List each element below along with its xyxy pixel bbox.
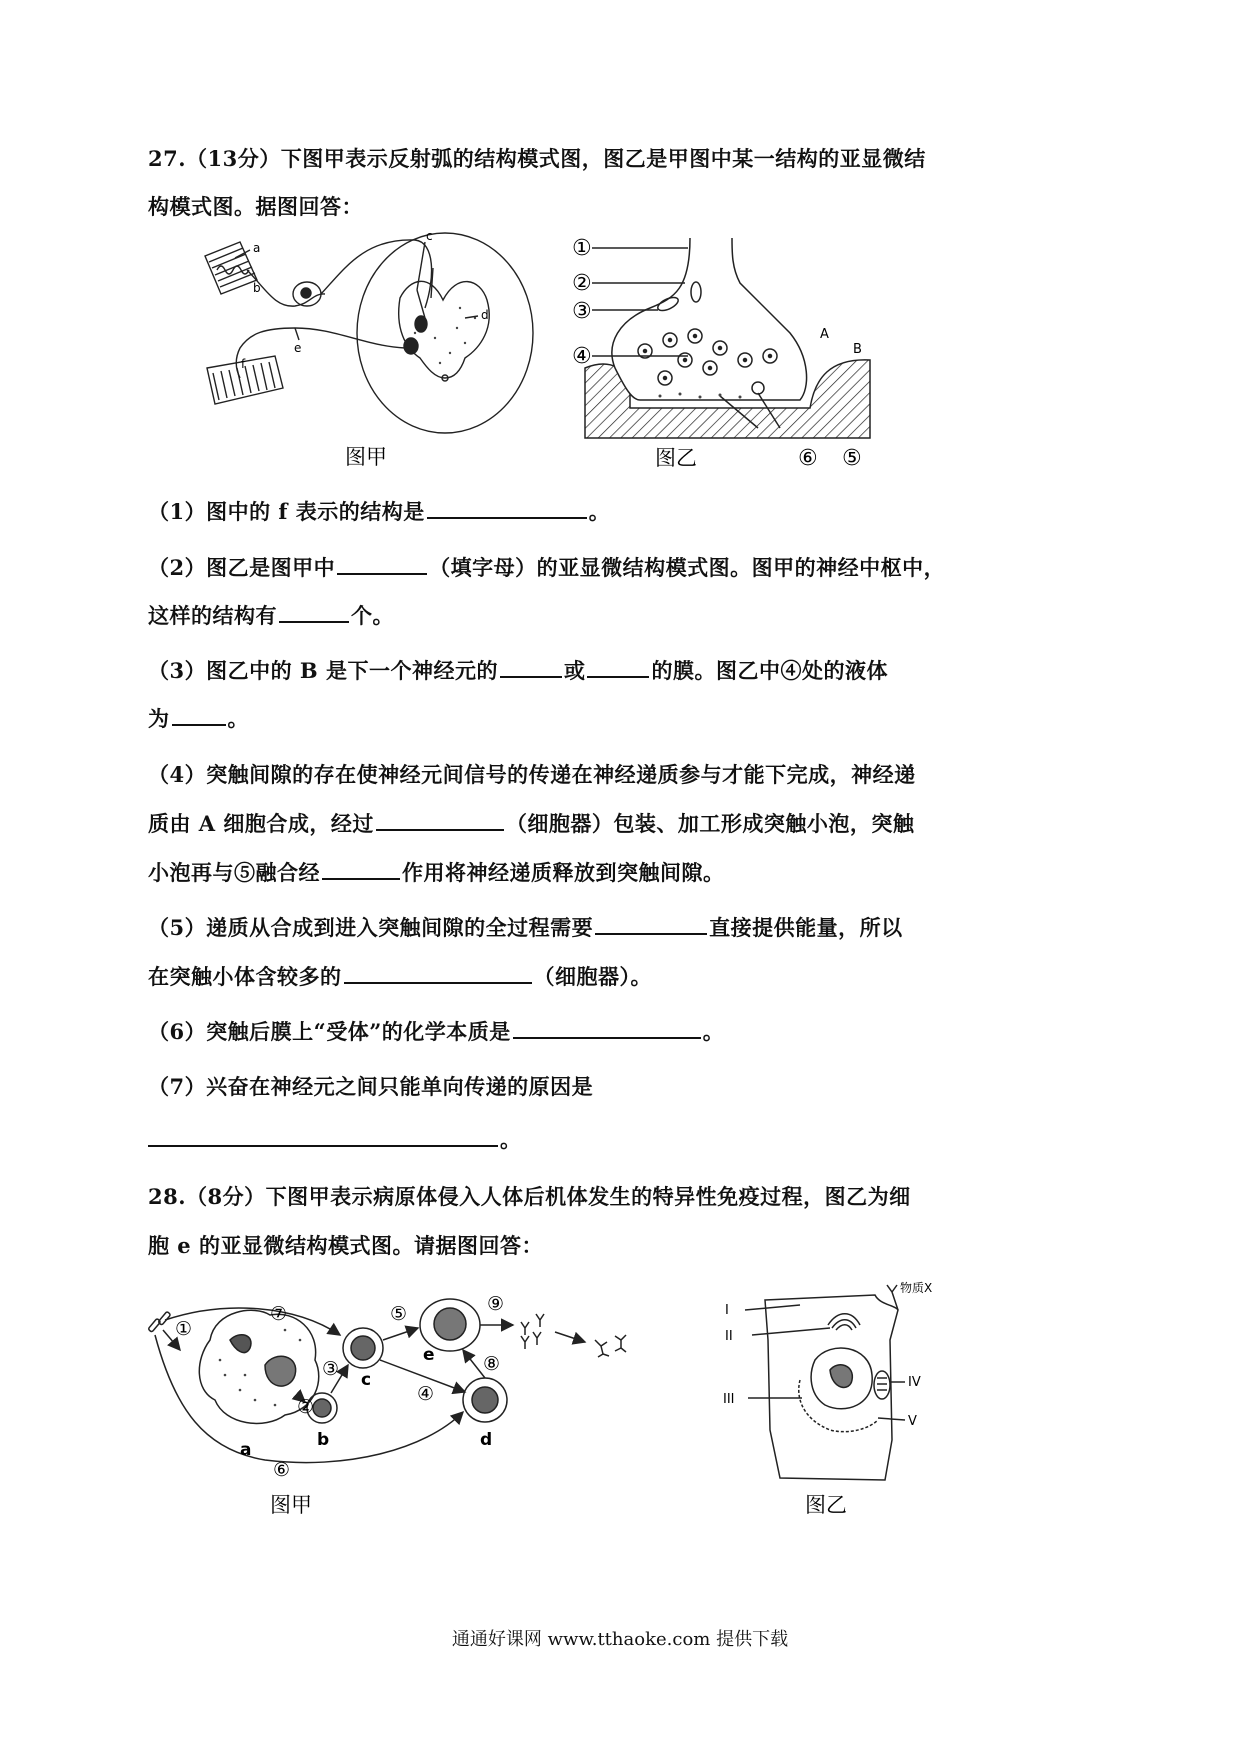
answer-blank[interactable] — [344, 962, 532, 984]
footer-source: 通通好课网 www.tthaoke.com 提供下载 — [451, 1629, 789, 1650]
q27-fig-jia-caption: 图甲 — [345, 445, 387, 469]
step-9: ⑨ — [487, 1293, 505, 1315]
q27-p2-line2: 这样的结构有 个。 — [148, 603, 394, 628]
label-n4: ④ — [572, 344, 592, 369]
label-B: B — [853, 342, 862, 357]
pathogen — [148, 1311, 171, 1332]
step-3: ③ — [322, 1358, 340, 1380]
label-f: f — [241, 357, 246, 371]
q27-figure-yi — [570, 228, 880, 473]
label-I: I — [725, 1303, 729, 1318]
q28-figure-yi — [720, 1280, 950, 1520]
q27-p7-line2: 。 — [148, 1124, 522, 1154]
spinal-cord — [357, 233, 533, 433]
q27-p4-line2: 质由 A 细胞合成，经过 （细胞器）包装、加工形成突触小泡，突触 — [148, 811, 915, 836]
q27-figure-jia — [195, 228, 565, 473]
label-d: d — [481, 308, 489, 322]
efferent-neuron — [236, 328, 405, 378]
answer-blank[interactable] — [322, 858, 400, 880]
q27-p7: （7）兴奋在神经元之间只能单向传递的原因是 — [148, 1074, 594, 1099]
answer-blank[interactable] — [337, 553, 427, 575]
label-e: e — [294, 341, 302, 355]
cell-membrane — [765, 1295, 898, 1480]
q27-fig-yi-caption: 图乙 — [655, 446, 697, 470]
mitochondrion — [874, 1371, 890, 1399]
step-8: ⑧ — [483, 1353, 501, 1375]
q28-fig-jia-caption: 图甲 — [270, 1493, 312, 1517]
label-IV: IV — [908, 1375, 921, 1390]
cell-label-b: b — [317, 1430, 330, 1450]
nucleus — [811, 1348, 872, 1409]
label-substance-x: 物质X — [900, 1281, 933, 1295]
cell-label-c: c — [361, 1370, 372, 1390]
step-4: ④ — [417, 1383, 435, 1405]
label-III: III — [723, 1392, 735, 1407]
q27-p3-line2: 为 。 — [148, 706, 249, 731]
label-n1: ① — [572, 236, 592, 261]
antigen-antibody-complex — [595, 1335, 626, 1357]
step-5: ⑤ — [390, 1303, 408, 1325]
q27-p3: （3）图乙中的 B 是下一个神经元的 或 的膜。图乙中④处的液体 — [148, 658, 888, 683]
label-n2: ② — [572, 271, 592, 296]
answer-blank[interactable] — [148, 1125, 498, 1147]
cell-label-d: d — [480, 1430, 493, 1450]
q27-intro-line2: 构模式图。据图回答： — [148, 194, 363, 219]
q27-intro-line1: 27.（13分）下图甲表示反射弧的结构模式图，图乙是甲图中某一结构的亚显微结 — [148, 146, 926, 171]
q28-intro-line2: 胞 e 的亚显微结构模式图。请据图回答： — [148, 1233, 543, 1258]
answer-blank[interactable] — [595, 913, 707, 935]
label-b: b — [253, 281, 261, 295]
cell-label-a: a — [240, 1440, 252, 1460]
step-2: ② — [297, 1396, 315, 1418]
q27-p1: （1）图中的 f 表示的结构是 。 — [148, 499, 611, 524]
q27-p2: （2）图乙是图甲中 （填字母）的亚显微结构模式图。图甲的神经中枢中， — [148, 555, 946, 580]
step-1: ① — [175, 1318, 193, 1340]
ganglion — [293, 282, 321, 306]
label-V: V — [908, 1414, 917, 1429]
rough-er — [799, 1380, 878, 1432]
label-a: a — [253, 241, 261, 255]
q28-figure-jia — [145, 1280, 725, 1520]
antibodies — [521, 1314, 544, 1349]
q27-p6: （6）突触后膜上“受体”的化学本质是 。 — [148, 1019, 725, 1044]
q27-p4-line3: 小泡再与⑤融合经 作用将神经递质释放到突触间隙。 — [148, 860, 725, 885]
answer-blank[interactable] — [427, 497, 587, 519]
label-II: II — [725, 1329, 733, 1344]
label-A: A — [820, 327, 829, 342]
answer-blank[interactable] — [500, 656, 562, 678]
step-6: ⑥ — [273, 1459, 291, 1481]
cell-e-plasma-cell — [420, 1299, 480, 1351]
cell-label-e: e — [423, 1345, 435, 1365]
answer-blank[interactable] — [279, 601, 349, 623]
label-n5: ⑤ — [842, 446, 862, 471]
golgi-apparatus — [828, 1314, 860, 1330]
q28-intro-line1: 28.（8分）下图甲表示病原体侵入人体后机体发生的特异性免疫过程，图乙为细 — [148, 1184, 911, 1209]
answer-blank[interactable] — [513, 1017, 701, 1039]
label-n3: ③ — [572, 299, 592, 324]
label-c: c — [426, 229, 433, 243]
q27-p5: （5）递质从合成到进入突触间隙的全过程需要 直接提供能量，所以 — [148, 915, 903, 940]
cell-d — [463, 1378, 507, 1422]
label-n6: ⑥ — [798, 446, 818, 471]
answer-blank[interactable] — [172, 704, 226, 726]
q28-fig-yi-caption: 图乙 — [805, 1493, 847, 1517]
answer-blank[interactable] — [376, 809, 504, 831]
q27-p5-line2: 在突触小体含较多的 （细胞器）。 — [148, 964, 652, 989]
answer-blank[interactable] — [587, 656, 649, 678]
cell-c — [343, 1328, 383, 1368]
step-7: ⑦ — [270, 1303, 288, 1325]
q27-p4-line1: （4）突触间隙的存在使神经元间信号的传递在神经递质参与才能下完成，神经递 — [148, 762, 916, 787]
